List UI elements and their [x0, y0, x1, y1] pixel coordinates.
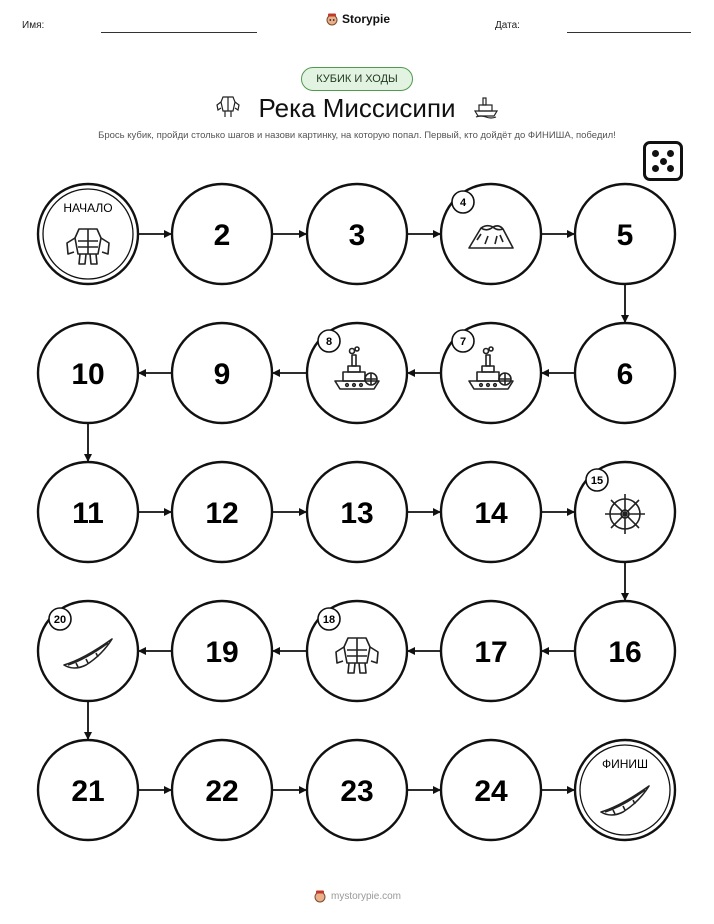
board-cell-10[interactable]	[38, 323, 138, 423]
brand-name: Storypie	[342, 12, 391, 26]
cell-number: 14	[474, 497, 508, 530]
cell-number: 12	[205, 497, 239, 530]
name-label: Имя:	[22, 20, 45, 31]
board-cell-2[interactable]	[172, 184, 272, 284]
cell-number: 23	[340, 775, 374, 808]
board-cell-12[interactable]	[172, 462, 272, 562]
cell-number: 16	[608, 636, 642, 669]
board-cell-24[interactable]	[441, 740, 541, 840]
cell-number: 24	[474, 775, 508, 808]
paddle-wheel-icon	[605, 494, 645, 534]
board-cell-8[interactable]	[307, 323, 407, 423]
board-cell-1[interactable]	[38, 184, 138, 284]
cell-number: 6	[616, 358, 634, 391]
page-title: Река Миссисипи	[258, 93, 456, 123]
board-cell-9[interactable]	[172, 323, 272, 423]
cell-number: 9	[213, 358, 231, 391]
cell-number: 5	[616, 219, 634, 252]
board-cell-11[interactable]	[38, 462, 138, 562]
board-cell-5[interactable]	[575, 184, 675, 284]
board-cell-7[interactable]	[441, 323, 541, 423]
date-label: Дата:	[495, 20, 520, 31]
board-cell-18[interactable]	[307, 601, 407, 701]
cell-number: 2	[213, 219, 231, 252]
cell-number: 11	[72, 497, 104, 530]
board-cell-13[interactable]	[307, 462, 407, 562]
board-cell-6[interactable]	[575, 323, 675, 423]
board-cell-21[interactable]	[38, 740, 138, 840]
board-cell-19[interactable]	[172, 601, 272, 701]
cell-number: 22	[205, 775, 239, 808]
start-label: НАЧАЛО	[63, 201, 113, 215]
cell-number: 4	[459, 197, 467, 209]
cell-number: 17	[474, 636, 508, 669]
board-cell-23[interactable]	[307, 740, 407, 840]
footer	[0, 889, 714, 903]
finish-label: ФИНИШ	[601, 757, 649, 771]
board-cell-14[interactable]	[441, 462, 541, 562]
cell-number: 13	[340, 497, 374, 530]
cell-number: 10	[71, 358, 105, 391]
board-cell-22[interactable]	[172, 740, 272, 840]
instructions: Брось кубик, пройди столько шагов и назови картинку, на которую попал. Первый, кто дойдёт до ФИНИША, победил!	[98, 130, 616, 141]
board-cell-17[interactable]	[441, 601, 541, 701]
cell-number: 15	[590, 475, 604, 487]
board-cell-16[interactable]	[575, 601, 675, 701]
board-cell-3[interactable]	[307, 184, 407, 284]
cell-number: 7	[459, 336, 467, 348]
footer-url[interactable]: mystorypie.com	[330, 890, 401, 902]
board-cell-20[interactable]	[38, 601, 138, 701]
cell-number: 21	[71, 775, 105, 808]
cell-number: 18	[322, 614, 336, 626]
storypie-mascot-icon	[313, 889, 327, 903]
board-cell-25[interactable]	[575, 740, 675, 840]
board-cell-15[interactable]	[575, 462, 675, 562]
cell-number: 19	[205, 636, 239, 669]
cell-number: 3	[348, 219, 366, 252]
game-type-badge: КУБИК И ХОДЫ	[301, 67, 413, 91]
board-cell-4[interactable]	[441, 184, 541, 284]
cell-number: 8	[325, 336, 333, 348]
cell-number: 20	[53, 614, 67, 626]
